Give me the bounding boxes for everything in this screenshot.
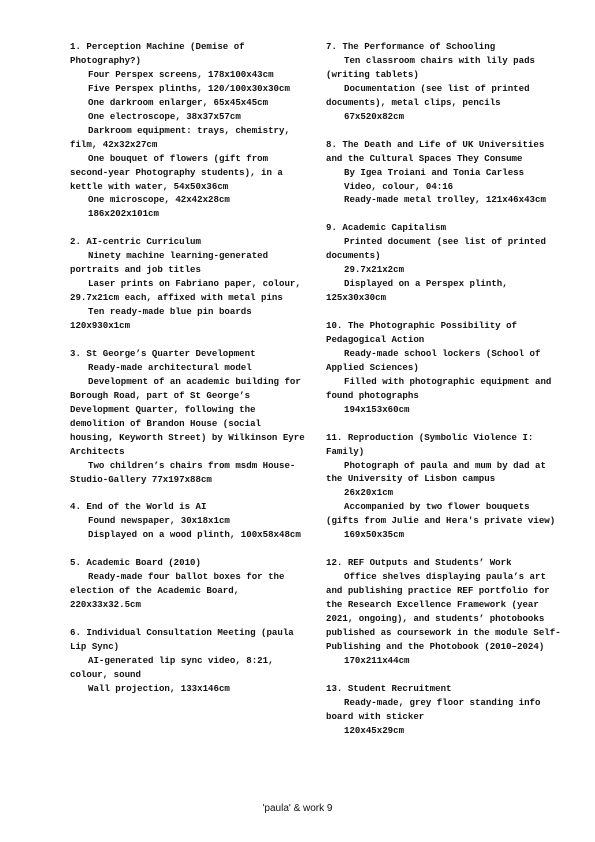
entry-line: Darkroom equipment: trays, chemistry, film, 42x32x27cm	[70, 124, 290, 150]
entry-line: 29.7x21x2cm	[344, 264, 405, 276]
entry-line: One bouquet of flowers (gift from second-year Photography students), in a kettle with water, 54x50x36cm	[70, 152, 283, 192]
entry-title: 8. The Death and Life of UK Universities and the Cultural Spaces They Consume	[326, 138, 545, 164]
entry-5	[70, 556, 306, 612]
entry-line: AI-generated lip sync video, 8:21, colour, sound	[70, 654, 274, 680]
entry-line: Five Perspex plinths, 120/100x30x30cm	[88, 82, 290, 94]
entry-line: Printed document (see list of printed documents)	[326, 236, 546, 262]
entry-title: 13. Student Recruitment	[326, 682, 452, 694]
entry-line: Ninety machine learning-generated portraits and job titles	[70, 250, 269, 276]
entry-line: Ready-made metal trolley, 121x46x43cm	[344, 194, 546, 206]
entry-line: 169x50x35cm	[344, 529, 405, 541]
entry-line: Photograph of paula and mum by dad at the University of Lisbon campus	[326, 459, 546, 485]
right-column	[326, 40, 566, 752]
entry-2	[70, 235, 306, 333]
entry-line: Development of an academic building for Borough Road, part of St George’s Development Quarter, following the demolition of Brandon House (social housing, Keyworth Street) by Wilkinson Eyre Architects	[70, 375, 305, 457]
entry-line: 194x153x60cm	[344, 403, 410, 415]
entry-title: 5. Academic Board (2010)	[70, 557, 201, 569]
entry-line: Filled with photographic equipment and found photographs	[326, 375, 552, 401]
entry-line: Accompanied by two flower bouquets (gifts from Julie and Hera's private view)	[326, 501, 556, 527]
entry-title: 4. End of the World is AI	[70, 501, 207, 513]
entry-line: Found newspaper, 30x18x1cm	[88, 515, 230, 527]
entry-line: One electroscope, 38x37x57cm	[88, 110, 241, 122]
entry-line: By Igea Troiani and Tonia Carless	[344, 166, 525, 178]
entry-line: 67x520x82cm	[344, 110, 405, 122]
entry-title: 10. The Photographic Possibility of Pedagogical Action	[326, 320, 517, 345]
entry-title: 2. AI-centric Curriculum	[70, 236, 201, 248]
entry-line: 26x20x1cm	[344, 487, 394, 499]
entry-line: Ten classroom chairs with lily pads (writing tablets)	[326, 54, 535, 80]
entry-line: Displayed on a wood plinth, 100x58x48cm	[88, 529, 301, 541]
entry-12	[326, 556, 566, 668]
entry-line: Two children’s chairs from msdm House-Studio-Gallery 77x197x88cm	[70, 459, 296, 485]
entry-7	[326, 40, 566, 124]
entry-line: Displayed on a Perspex plinth, 125x30x30cm	[326, 278, 508, 304]
entry-11	[326, 431, 566, 543]
entry-line: Ready-made school lockers (School of Applied Sciences)	[326, 347, 541, 373]
entry-title: 9. Academic Capitalism	[326, 222, 447, 234]
entry-line: Wall projection, 133x146cm	[88, 682, 230, 694]
entry-line: Four Perspex screens, 178x100x43cm	[88, 68, 274, 80]
page-footer: 'paula' & work 9	[262, 803, 333, 814]
entry-line: Office shelves displaying paula’s art and publishing practice REF portfolio for the Research Excellence Framework (year 2021, ongoing), and students’ photobooks published as coursework in the module Self-Publishing and the Photobook (2010–2024)	[326, 571, 561, 652]
entry-title: 3. St George’s Quarter Development	[70, 347, 256, 359]
entry-4	[70, 500, 306, 542]
entry-line: 186x202x101cm	[88, 208, 159, 220]
entry-line: Ready-made architectural model	[88, 361, 252, 373]
entry-3	[70, 347, 306, 487]
entry-title: 11. Reproduction (Symbolic Violence I: Family)	[326, 431, 534, 457]
entry-13	[326, 682, 566, 738]
left-column	[70, 40, 306, 710]
entry-line: One microscope, 42x42x28cm	[88, 194, 230, 206]
entry-title: 6. Individual Consultation Meeting (paula Lip Sync)	[70, 626, 294, 652]
entry-line: Video, colour, 04:16	[344, 180, 454, 192]
entry-9	[326, 221, 566, 305]
entry-line: One darkroom enlarger, 65x45x45cm	[88, 96, 269, 108]
entry-line: 170x211x44cm	[344, 654, 410, 666]
entry-title: 1. Perception Machine (Demise of Photography?)	[70, 41, 245, 66]
entry-line: Ten ready-made blue pin boards 120x930x1cm	[70, 306, 252, 332]
entry-line: Ready-made four ballot boxes for the election of the Academic Board, 220x33x32.5cm	[70, 571, 285, 611]
entry-line: 120x45x29cm	[344, 724, 405, 736]
entry-10	[326, 319, 566, 417]
entry-line: Laser prints on Fabriano paper, colour, 29.7x21cm each, affixed with metal pins	[70, 278, 301, 304]
entry-line: Ready-made, grey floor standing info board with sticker	[326, 696, 541, 722]
entry-8	[326, 138, 566, 208]
entry-6	[70, 626, 306, 696]
entry-1	[70, 40, 306, 221]
entry-line: Documentation (see list of printed documents), metal clips, pencils	[326, 82, 530, 108]
entry-title: 7. The Performance of Schooling	[326, 41, 496, 52]
entry-title: 12. REF Outputs and Students’ Work	[326, 557, 512, 569]
